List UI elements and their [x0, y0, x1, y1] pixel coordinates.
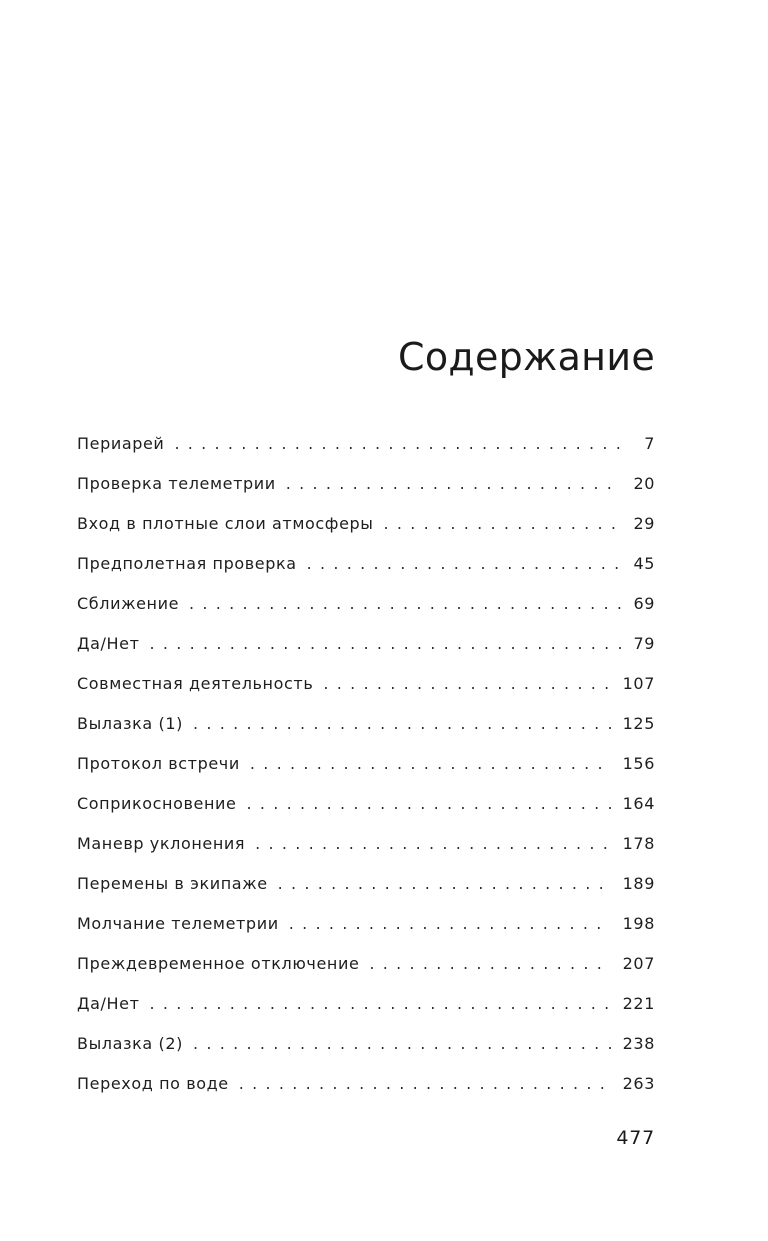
- toc-entry-title: Да/Нет: [77, 634, 140, 653]
- toc-entry-title: Да/Нет: [77, 994, 140, 1013]
- toc-entry-title: Периарей: [77, 434, 165, 453]
- toc-entry-title: Сближение: [77, 594, 180, 613]
- dot-leader: [174, 434, 621, 453]
- toc-entry: [77, 674, 655, 714]
- toc-entry: [77, 474, 655, 514]
- toc-entry: [77, 714, 655, 754]
- dot-leader: [255, 834, 611, 853]
- toc-entry-page: 178: [622, 834, 655, 853]
- table-of-contents: [77, 434, 655, 1114]
- toc-entry-title: Совместная деятельность: [77, 674, 314, 693]
- toc-entry: [77, 634, 655, 674]
- page-number: 477: [616, 1127, 655, 1149]
- toc-entry-title: Предполетная проверка: [77, 554, 297, 573]
- toc-entry-title: Маневр уклонения: [77, 834, 246, 853]
- dot-leader: [193, 714, 611, 733]
- toc-entry: [77, 954, 655, 994]
- toc-entry: [77, 914, 655, 954]
- dot-leader: [250, 754, 611, 773]
- toc-entry-page: 20: [633, 474, 655, 493]
- toc-entry-page: 29: [633, 514, 655, 533]
- toc-entry: [77, 794, 655, 834]
- toc-entry: [77, 834, 655, 874]
- dot-leader: [150, 634, 622, 653]
- toc-entry: [77, 754, 655, 794]
- dot-leader: [246, 794, 610, 813]
- toc-entry-page: 79: [633, 634, 655, 653]
- toc-entry-page: 7: [644, 434, 655, 453]
- toc-entry: [77, 994, 655, 1034]
- toc-entry-title: Проверка телеметрии: [77, 474, 276, 493]
- toc-entry-page: 45: [633, 554, 655, 573]
- dot-leader: [286, 474, 621, 493]
- toc-entry: [77, 554, 655, 594]
- dot-leader: [150, 994, 611, 1013]
- toc-entry-title: Соприкосновение: [77, 794, 237, 813]
- toc-entry-page: 125: [622, 714, 655, 733]
- toc-entry-page: 156: [622, 754, 655, 773]
- dot-leader: [193, 1034, 611, 1053]
- toc-entry-title: Вылазка (1): [77, 714, 183, 733]
- toc-entry-title: Преждевременное отключение: [77, 954, 360, 973]
- dot-leader: [289, 914, 611, 933]
- toc-entry: [77, 434, 655, 474]
- toc-entry-title: Переход по воде: [77, 1074, 229, 1093]
- dot-leader: [323, 674, 610, 693]
- toc-entry-page: 238: [622, 1034, 655, 1053]
- toc-entry-title: Вход в плотные слои атмосферы: [77, 514, 374, 533]
- dot-leader: [369, 954, 610, 973]
- toc-entry: [77, 594, 655, 634]
- toc-entry-title: Протокол встречи: [77, 754, 240, 773]
- toc-entry-page: 69: [633, 594, 655, 613]
- toc-entry-page: 189: [622, 874, 655, 893]
- toc-entry-page: 263: [622, 1074, 655, 1093]
- dot-leader: [384, 514, 621, 533]
- dot-leader: [307, 554, 621, 573]
- toc-entry-page: 107: [622, 674, 655, 693]
- dot-leader: [189, 594, 621, 613]
- toc-entry-page: 164: [622, 794, 655, 813]
- toc-entry-title: Перемены в экипаже: [77, 874, 268, 893]
- dot-leader: [239, 1074, 611, 1093]
- toc-entry-page: 198: [622, 914, 655, 933]
- toc-entry: [77, 874, 655, 914]
- toc-entry-page: 221: [622, 994, 655, 1013]
- toc-entry-title: Вылазка (2): [77, 1034, 183, 1053]
- toc-entry: [77, 1034, 655, 1074]
- toc-entry: [77, 514, 655, 554]
- toc-entry-title: Молчание телеметрии: [77, 914, 279, 933]
- toc-entry: [77, 1074, 655, 1114]
- page-title: Содержание: [398, 335, 655, 379]
- dot-leader: [278, 874, 611, 893]
- toc-entry-page: 207: [622, 954, 655, 973]
